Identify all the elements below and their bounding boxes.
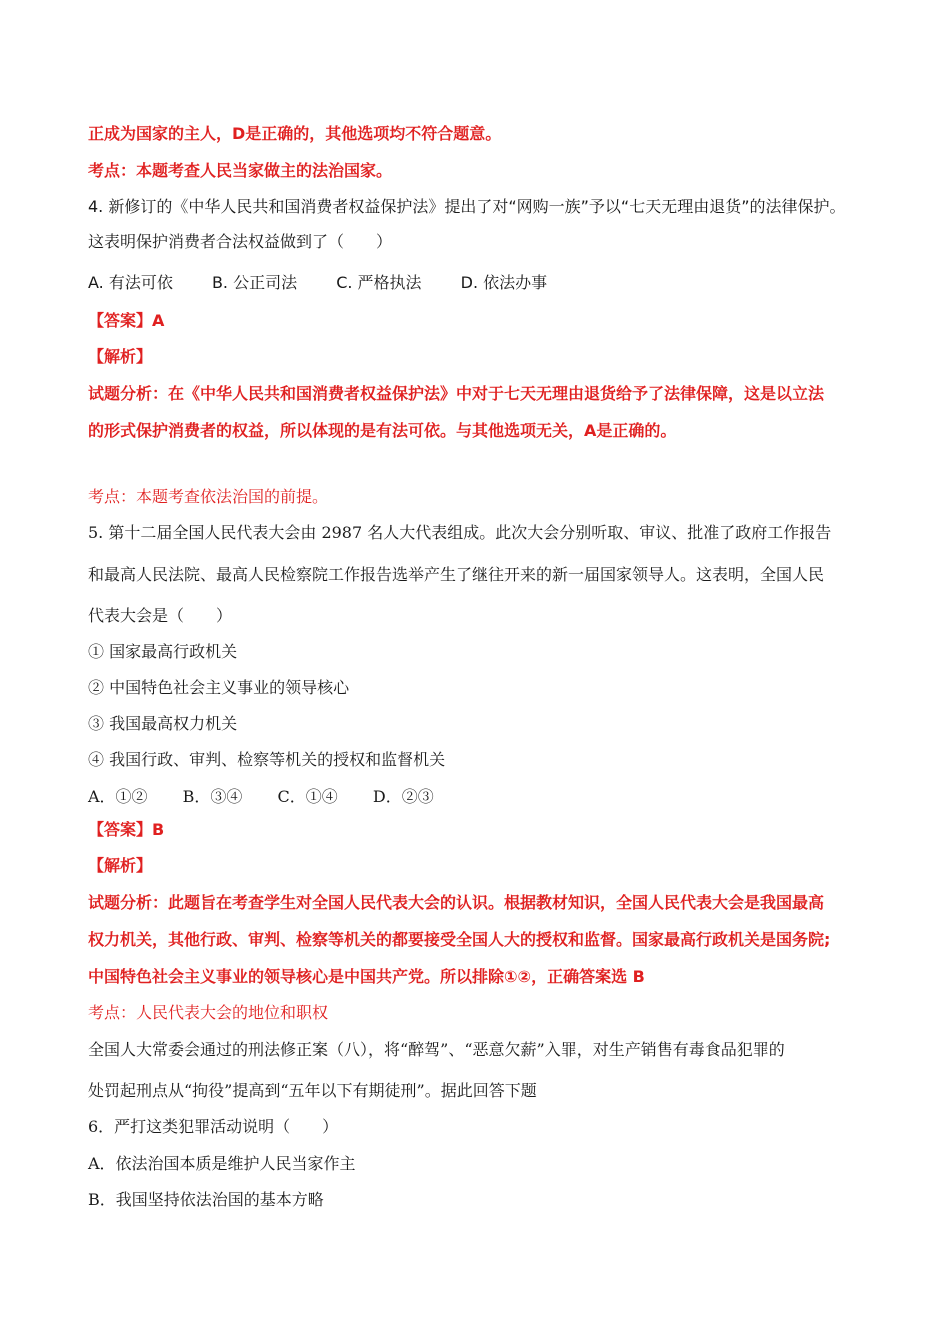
q5-answer: 【答案】B xyxy=(88,820,165,839)
material-line1: 全国人大常委会通过的刑法修正案（八），将“醉驾”、“恶意欠薪”入罪，对生产销售有毒食品犯罪的 xyxy=(88,1040,785,1059)
q5-option-d: D．②③ xyxy=(372,787,434,806)
q5-stem-line2: 和最高人民法院、最高人民检察院工作报告选举产生了继往开来的新一届国家领导人。这表明，全国人民 xyxy=(88,565,825,584)
material-line2: 处罚起刑点从“拘役”提高到“五年以下有期徒刑”。据此回答下题 xyxy=(88,1081,537,1100)
q5-analysis-line2: 权力机关，其他行政、审判、检察等机关的都要接受全国人大的授权和监督。国家最高行政机关是国务院; xyxy=(88,930,831,949)
q5-item-1: ① 国家最高行政机关 xyxy=(88,642,238,661)
q5-analysis-label: 【解析】 xyxy=(88,856,153,875)
q6-option-a: A．依法治国本质是维护人民当家作主 xyxy=(88,1154,356,1173)
q5-item-4: ④ 我国行政、审判、检察等机关的授权和监督机关 xyxy=(88,750,446,769)
q4-analysis-line2: 的形式保护消费者的权益，所以体现的是有法可依。与其他选项无关，A是正确的。 xyxy=(88,421,677,440)
q4-answer: 【答案】A xyxy=(88,311,165,330)
q4-analysis-line1: 试题分析：在《中华人民共和国消费者权益保护法》中对于七天无理由退货给予了法律保障，这是以立法 xyxy=(88,384,825,403)
q5-option-b: B．③④ xyxy=(182,787,243,806)
q6-option-b: B．我国坚持依法治国的基本方略 xyxy=(88,1190,324,1209)
q4-stem-line1: 4. 新修订的《中华人民共和国消费者权益保护法》提出了对“网购一族”予以“七天无理由退货”的法律保护。 xyxy=(88,197,846,216)
q4-option-d: D. 依法办事 xyxy=(460,273,548,292)
q5-option-a: A．①② xyxy=(88,787,148,806)
q5-item-2: ② 中国特色社会主义事业的领导核心 xyxy=(88,678,350,697)
q5-analysis-line1: 试题分析：此题旨在考查学生对全国人民代表大会的认识。根据教材知识，全国人民代表大会是我国最高 xyxy=(88,893,825,912)
q4-stem-line2: 这表明保护消费者合法权益做到了（ ） xyxy=(88,232,393,251)
q5-stem-line3: 代表大会是（ ） xyxy=(88,606,233,625)
q5-stem-line1: 5. 第十二届全国人民代表大会由 2987 名人大代表组成。此次大会分别听取、审议、批准了政府工作报告 xyxy=(88,523,832,542)
q5-option-c: C．①④ xyxy=(277,787,338,806)
q4-option-b: B. 公正司法 xyxy=(211,273,298,292)
q4-option-a: A. 有法可依 xyxy=(88,273,173,292)
q4-analysis-label: 【解析】 xyxy=(88,347,153,366)
q6-stem: 6．严打这类犯罪活动说明（ ） xyxy=(88,1117,339,1136)
q5-analysis-line3: 中国特色社会主义事业的领导核心是中国共产党。所以排除①②，正确答案选 B xyxy=(88,967,645,986)
q3-analysis-end: 正成为国家的主人，D是正确的，其他选项均不符合题意。 xyxy=(88,124,502,143)
q4-option-c: C. 严格执法 xyxy=(336,273,422,292)
q5-item-3: ③ 我国最高权力机关 xyxy=(88,714,238,733)
q4-options xyxy=(88,272,547,294)
q4-kaodian: 考点：本题考查依法治国的前提。 xyxy=(88,487,329,506)
q5-options xyxy=(88,786,434,808)
q3-kaodian: 考点：本题考查人民当家做主的法治国家。 xyxy=(88,161,393,180)
q5-kaodian: 考点：人民代表大会的地位和职权 xyxy=(88,1003,329,1022)
